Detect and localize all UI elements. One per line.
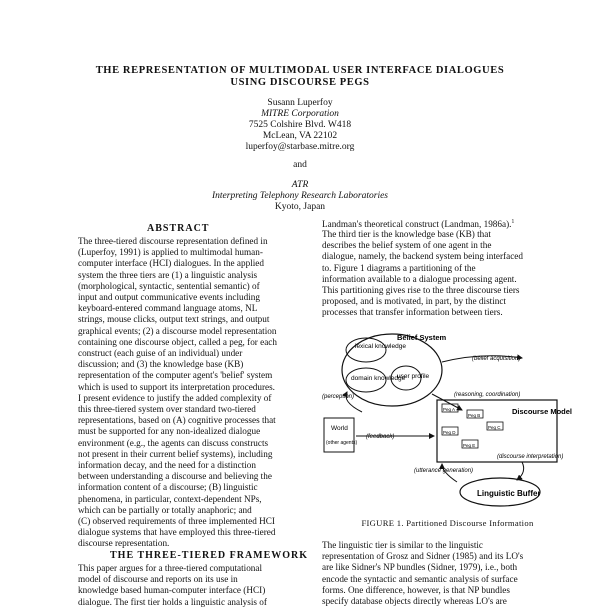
discourse-interpretation-label: (discourse interpretation) <box>497 454 564 460</box>
abstract-line: discourse representation. <box>78 538 170 549</box>
abstract-line: must be supported for any non-idealized dialogue <box>78 426 261 437</box>
abstract-line: strings, mouse clicks, output text strings, and output <box>78 314 270 325</box>
framework-heading: THE THREE-TIERED FRAMEWORK <box>110 550 309 561</box>
world-box <box>324 418 354 452</box>
peg-c-label: Peg C <box>488 425 501 430</box>
framework-line: This paper argues for a three-tiered computational <box>78 563 263 573</box>
figure-1-diagram <box>322 322 572 512</box>
interpretation-arrow <box>517 462 524 480</box>
lexical-knowledge-ellipse <box>346 338 386 362</box>
abstract-line: computer interface (HCI) dialogues. In the applied <box>78 258 264 269</box>
author-address-line-1: 7525 Colshire Blvd. W418 <box>248 120 352 130</box>
abstract-line: which is used to support its interpretation procedures. <box>78 381 275 392</box>
abstract-line: information content of a discourse; (B) linguistic <box>78 482 258 493</box>
abstract-heading: ABSTRACT <box>147 223 210 234</box>
bottom-right-line: encode the syntactic and semantic analysis of surface <box>322 573 518 584</box>
abstract-line: (morphological, syntactic, sentential semantic) of <box>78 280 260 291</box>
figure-caption: FIGURE 1. Partitioned Discourse Information <box>361 518 534 528</box>
abstract-line: containing one discourse object, called a peg, for each <box>78 336 277 347</box>
peg-e-label: Peg E <box>463 443 476 448</box>
reasoning-label: (reasoning, coordination) <box>454 392 521 398</box>
abstract-line: input and output communicative events including <box>78 292 260 303</box>
author-email: luperfoy@starbase.mitre.org <box>245 142 355 152</box>
footnote-marker: 1 <box>511 219 515 225</box>
abstract-line: not present in their current belief systems), including <box>78 448 273 459</box>
right-column-body <box>322 229 550 319</box>
other-agents-label: (other agents) <box>326 440 358 446</box>
author-address-line-2: McLean, VA 22102 <box>262 131 338 141</box>
right-column-line: to. Figure 1 diagrams a partitioning of the <box>322 262 476 273</box>
user-profile-label: user profile <box>397 373 430 380</box>
author-organization: MITRE Corporation <box>261 109 339 119</box>
abstract-line: this three-tiered system over standard two-tiered <box>78 404 256 415</box>
abstract-body <box>78 236 310 550</box>
right-column-line: processes that transfer information between tiers. <box>322 307 503 318</box>
right-intro-text: Landman's theoretical construct (Landman, 1986a). <box>322 219 512 230</box>
abstract-line: discussion; and (3) the knowledge base (KB) <box>78 359 244 370</box>
right-column-line: dialogue, namely, the backend system being interfaced <box>322 251 523 262</box>
paper-title-line-1: THE REPRESENTATION OF MULTIMODAL USER INTERFACE DIALOGUES <box>95 65 505 76</box>
and-separator: and <box>293 160 307 170</box>
right-column-line: This partitioning gives rise to the three discourse tiers <box>322 285 520 296</box>
framework-line: knowledge based human-computer interface (HCI) <box>78 585 266 596</box>
author-name: Susann Luperfoy <box>267 98 333 108</box>
affiliation-short: ATR <box>291 180 309 190</box>
perception-label: (perception) <box>322 394 355 400</box>
linguistic-buffer-label: Linguistic Buffer <box>477 489 541 498</box>
abstract-line: (Luperfoy, 1991) is applied to multimodal human- <box>78 247 263 258</box>
affiliation-name: Interpreting Telephony Research Laboratories <box>212 191 388 201</box>
utterance-generation-label: (utterance generation) <box>414 468 474 474</box>
abstract-line: keyboard-entered command language atoms, NL <box>78 303 258 314</box>
abstract-line: representation of the computer agent's 'belief' system <box>78 370 273 381</box>
paper-title-line-2: USING DISCOURSE PEGS <box>230 77 370 88</box>
abstract-line: (C) observed requirements of three implemented HCI <box>78 516 275 527</box>
belief-acquisition-label: (belief acquisition) <box>472 356 521 362</box>
right-column-line: describes the belief system of one agent in the <box>322 240 492 251</box>
world-label: World <box>331 425 348 432</box>
right-column-line: information available to a dialogue processing agent. <box>322 273 517 284</box>
peg-d-label: Peg D <box>443 430 456 435</box>
right-column-line: The third tier is the knowledge base (KB) that <box>322 229 491 239</box>
abstract-line: construct (each guise of an individual) under <box>78 348 243 359</box>
lexical-knowledge-label: lexical knowledge <box>355 343 406 350</box>
discourse-model-label-1: Discourse Model <box>512 407 572 416</box>
abstract-line: representations, based on (A) cognitive processes that <box>78 415 276 426</box>
abstract-line: information decay, and the need for a distinction <box>78 460 256 471</box>
domain-knowledge-label: domain knowledge <box>351 375 406 382</box>
abstract-line: The three-tiered discourse representation defined in <box>78 236 268 246</box>
abstract-line: environment (e.g., the agents can discuss constructs <box>78 437 269 448</box>
framework-line: model of discourse and reports on its use in <box>78 574 238 585</box>
framework-body <box>78 563 310 608</box>
feedback-label: (feedback) <box>366 434 395 440</box>
abstract-line: between understanding a discourse and believing the <box>78 471 272 482</box>
affiliation-city: Kyoto, Japan <box>274 202 326 212</box>
abstract-line: dialogue systems that have employed this three-tiered <box>78 527 276 538</box>
bottom-right-line: specify database objects directly whereas LO's are <box>322 596 507 607</box>
peg-a-label: Peg A <box>443 407 456 412</box>
abstract-line: which can be partially or totally anaphoric; and <box>78 504 252 515</box>
bottom-right-line: representation of Grosz and Sidner (1985) and its LO's <box>322 551 524 562</box>
abstract-line: I present evidence to justify the added complexity of <box>78 392 272 403</box>
abstract-line: phenomena, in particular, context-dependent NPs, <box>78 493 262 504</box>
right-column-line: proposed, and is motivated, in part, by the distinct <box>322 296 506 307</box>
bottom-right-line: forms. One difference, however, is that NP bundles <box>322 584 510 595</box>
peg-b-label: Peg B <box>468 413 481 418</box>
bottom-right-body <box>322 540 550 607</box>
abstract-line: system the three tiers are (1) a linguistic analysis <box>78 269 258 280</box>
bottom-right-line: The linguistic tier is similar to the linguistic <box>322 540 484 550</box>
framework-line: dialogue. The first tier holds a linguistic analysis of <box>78 596 267 607</box>
abstract-line: graphical events; (2) a discourse model representation <box>78 325 277 336</box>
bottom-right-line: are like Sidner's NP bundles (Sidner, 1979), i.e., both <box>322 562 518 573</box>
belief-system-label: Belief System <box>397 333 447 342</box>
